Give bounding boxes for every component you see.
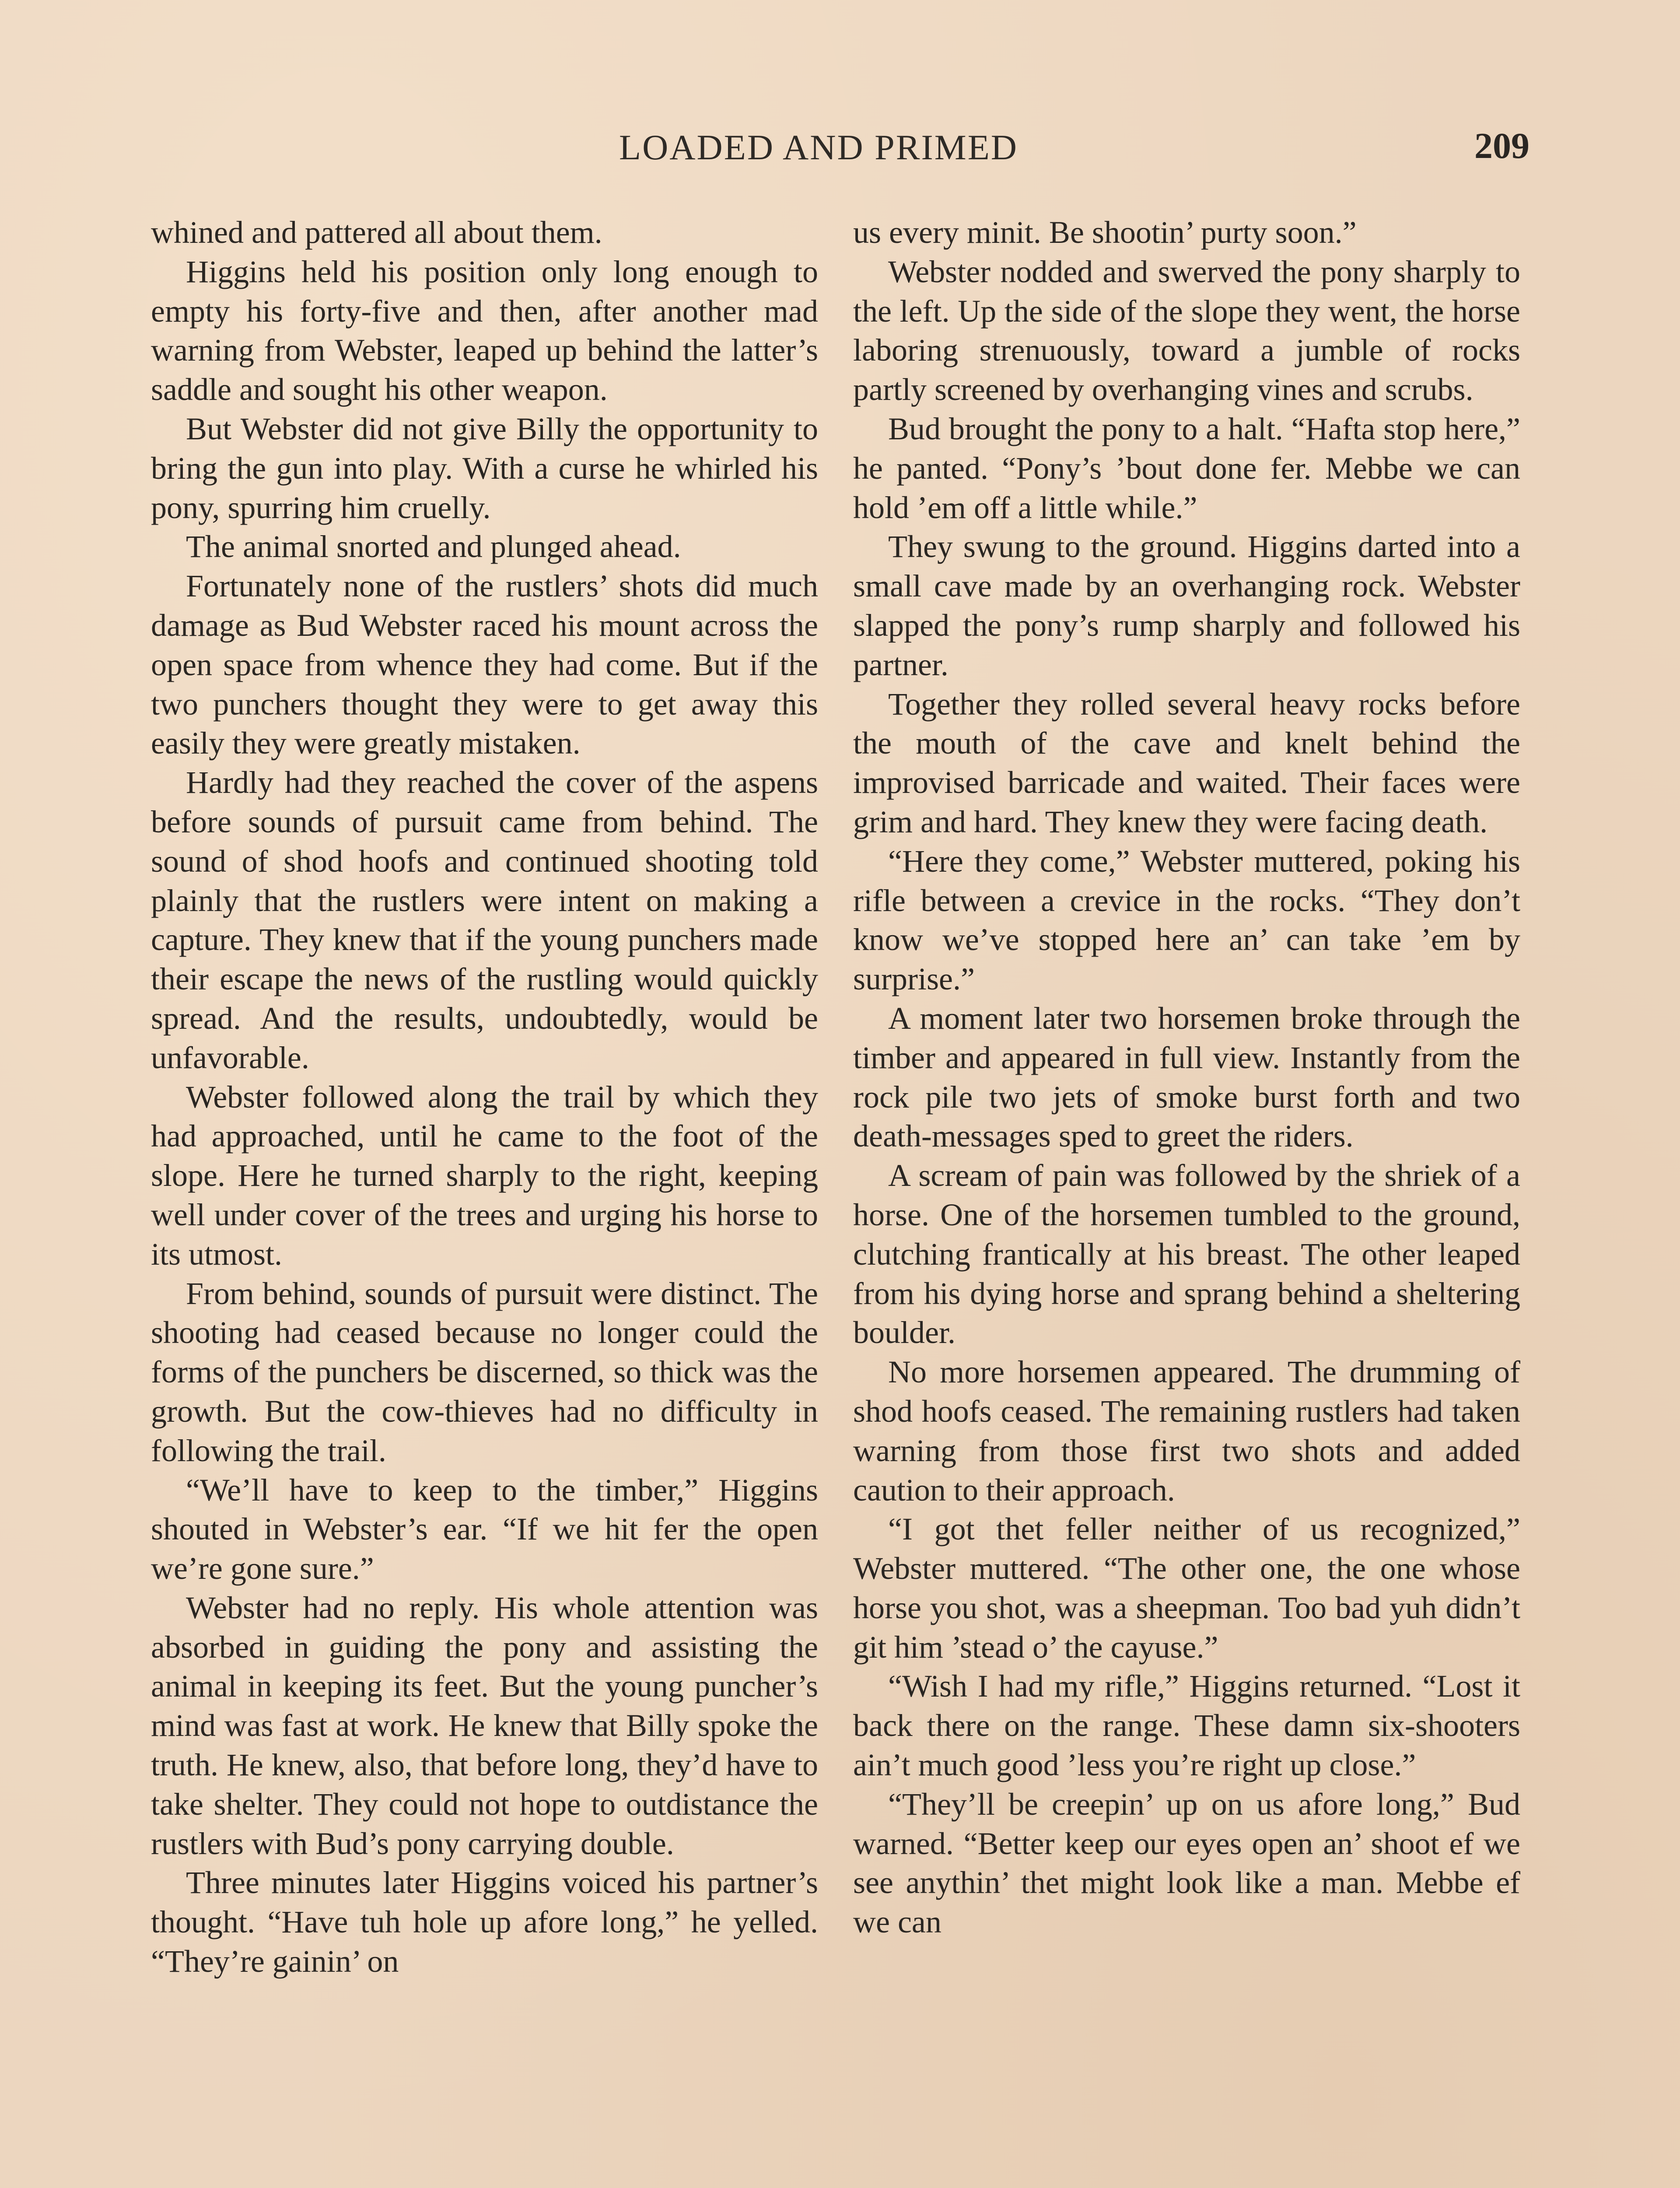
page-number: 209 [1474,126,1530,166]
paragraph: Fortunately none of the rustlers’ shots did much damage as Bud Webster raced his mount across the open space from whence they had come. But if the two punchers thought they were to get away this easily they were greatly mistaken. [151,568,818,761]
paragraph: Webster nodded and swerved the pony sharply to the left. Up the side of the slope they went, the horse laboring strenuously, toward a jumble of rocks partly screened by overhanging vines and scrubs. [853,254,1520,407]
left-text-column [151,213,818,1981]
paragraph: Hardly had they reached the cover of the aspens before sounds of pursuit came from behind. The sound of shod hoofs and continued shooting told plainly that the rustlers were intent on making a capture. They knew that if the young punchers made their escape the news of the rustling would quickly spread. And the results, undoubtedly, would be unfavorable. [151,765,818,1075]
paragraph: They swung to the ground. Higgins darted into a small cave made by an overhanging rock. Webster slapped the pony’s rump sharply and followed his partner. [853,529,1520,682]
paragraph: Webster had no reply. His whole attention was absorbed in guiding the pony and assisting the animal in keeping its feet. But the young puncher’s mind was fast at work. He knew that Billy spoke the truth. He knew, also, that before long, they’d have to take shelter. They could not hope to outdistance the rustlers with Bud’s pony carrying double. [151,1590,818,1861]
paragraph: Bud brought the pony to a halt. “Hafta stop here,” he panted. “Pony’s ’bout done fer. Mebbe we can hold ’em off a little while.” [853,411,1520,525]
paragraph: “I got thet feller neither of us recognized,” Webster muttered. “The other one, the one whose horse you shot, was a sheepman. Too bad yuh didn’t git him ’stead o’ the cayuse.” [853,1511,1520,1665]
running-title: LOADED AND PRIMED [619,127,1018,167]
paragraph: Webster followed along the trail by which they had approached, until he came to the foot of the slope. Here he turned sharply to the right, keeping well under cover of the trees and urging his horse to its utmost. [151,1079,818,1272]
paragraph: Together they rolled several heavy rocks before the mouth of the cave and knelt behind the improvised barricade and waited. Their faces were grim and hard. They knew they were facing death. [853,686,1520,839]
paragraph: whined and pattered all about them. [151,215,602,250]
paragraph: A scream of pain was followed by the shriek of a horse. One of the horsemen tumbled to the ground, clutching frantically at his breast. The other leaped from his dying horse and sprang behind a sheltering boulder. [853,1158,1520,1350]
paragraph: No more horsemen appeared. The drumming of shod hoofs ceased. The remaining rustlers had taken warning from those first two shots and added caution to their approach. [853,1354,1520,1508]
paragraph: Three minutes later Higgins voiced his partner’s thought. “Have tuh hole up afore long,” he yelled. “They’re gainin’ on [151,1865,818,1979]
paragraph: But Webster did not give Billy the opportunity to bring the gun into play. With a curse he whirled his pony, spurring him cruelly. [151,411,818,525]
paragraph: The animal snorted and plunged ahead. [186,529,681,565]
paragraph: “We’ll have to keep to the timber,” Higgins shouted in Webster’s ear. “If we hit fer the open we’re gone sure.” [151,1472,818,1586]
paragraph: “Wish I had my rifle,” Higgins returned. “Lost it back there on the range. These damn six-shooters ain’t much good ’less you’re right up close.” [853,1669,1520,1783]
paragraph: From behind, sounds of pursuit were distinct. The shooting had ceased because no longer could the forms of the punchers be discerned, so thick was the growth. But the cow-thieves had no difficulty in following the trail. [151,1276,818,1468]
paragraph: A moment later two horsemen broke through the timber and appeared in full view. Instantly from the rock pile two jets of smoke burst forth and two death-messages sped to greet the riders. [853,1000,1520,1154]
paragraph: us every minit. Be shootin’ purty soon.” [853,215,1357,250]
paragraph: “They’ll be creepin’ up on us afore long,” Bud warned. “Better keep our eyes open an’ shoot ef we see anythin’ thet might look like a man. Mebbe ef we can [853,1786,1520,1940]
right-text-column [853,213,1520,1942]
paragraph: “Here they come,” Webster muttered, poking his rifle between a crevice in the rocks. “They don’t know we’ve stopped here an’ can take ’em by surprise.” [853,843,1520,997]
paragraph: Higgins held his position only long enough to empty his forty-five and then, after another mad warning from Webster, leaped up behind the latter’s saddle and sought his other weapon. [151,254,818,407]
